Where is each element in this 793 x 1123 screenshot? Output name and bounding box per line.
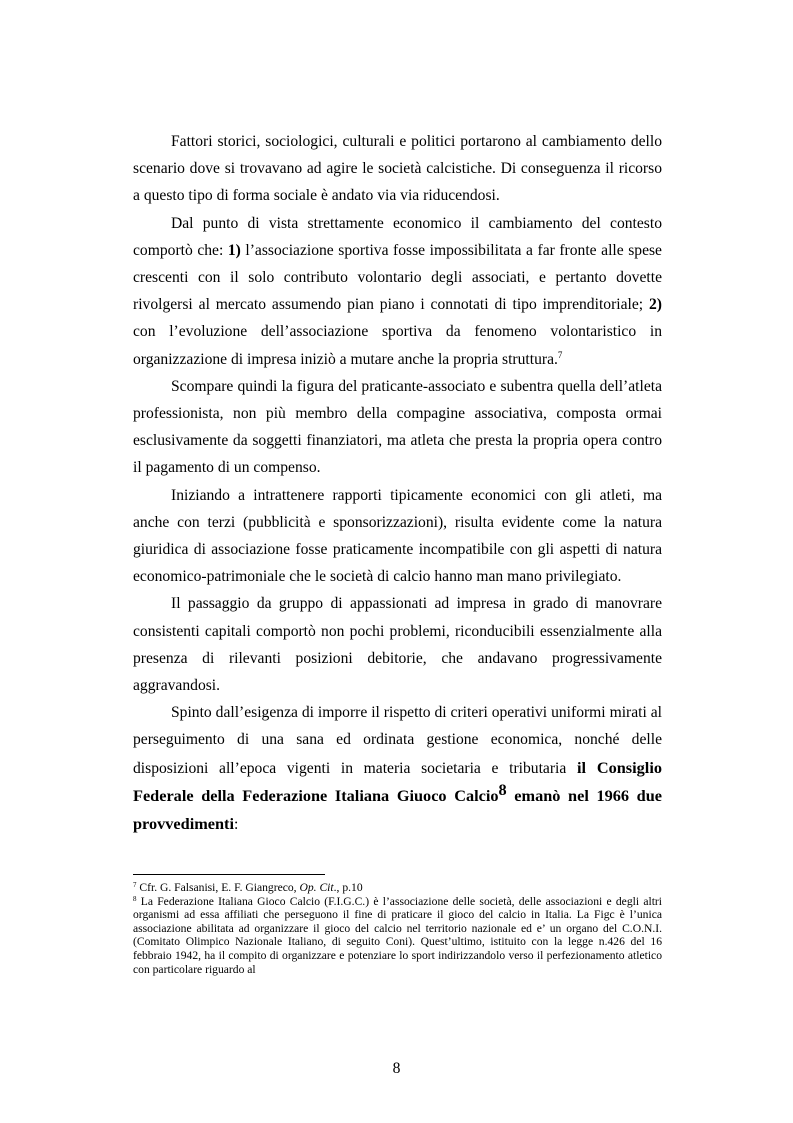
paragraph-6-bold-1: il Consiglio Federale della Federazione Italiana Giuoco Calcio	[133, 757, 662, 805]
paragraph-4	[133, 482, 662, 591]
paragraph-5	[133, 590, 662, 699]
footnote-7-italic: Op. Cit	[299, 881, 334, 894]
footnote-7-number: 7	[133, 881, 137, 889]
paragraph-3	[133, 373, 662, 482]
paragraph-4-text: Iniziando a intrattenere rapporti tipicamente economici con gli atleti, ma anche con terzi (pubblicità e sponsorizzazioni), risulta evidente come la natura giuridica di associazione fosse praticamente incompatibile con gli aspetti di natura economico-patrimoniale che le società di calcio hanno man mano privilegiato.	[133, 486, 662, 586]
main-text	[133, 128, 662, 838]
footnote-7-text-2: ., p.10	[333, 881, 363, 894]
paragraph-6-text-1: Spinto dall’esigenza di imporre il rispetto di criteri operativi uniformi mirati al perseguimento di una sana ed ordinata gestione economica, nonché delle disposizioni all’epoca vigenti in materia societaria e tributaria	[133, 704, 662, 777]
paragraph-6	[133, 699, 662, 838]
footnote-8-text: La Federazione Italiana Gioco Calcio (F.I.G.C.) è l’associazione delle società, delle associazioni e degli altri organismi ad essa affiliati che perseguono il fine di praticare il gioco del calcio in Italia. La Figc è l’unica associazione abilitata ad organizzare il gioco del calcio nel territorio nazionale ed e’ un organo del C.O.N.I. (Comitato Olimpico Nazionale Italiano, di seguito Coni). Quest’ultimo, istituito con la legge n.426 del 16 febbraio 1942, ha il compito di organizzare e potenziare lo sport indirizzandolo verso il perfezionamento atletico con particolare riguardo al	[133, 894, 662, 976]
footnote-separator	[133, 874, 325, 875]
footnote-ref-8[interactable]: 8	[498, 779, 507, 799]
paragraph-3-text: Scompare quindi la figura del praticante-associato e subentra quella dell’atleta professionista, non più membro della compagine associativa, composta ormai esclusivamente da soggetti finanziatori, ma atleta che presta la propria opera contro il pagamento di un compenso.	[133, 377, 662, 477]
footnote-7	[133, 881, 662, 895]
paragraph-6-text-2: :	[234, 816, 239, 834]
footnotes	[133, 881, 662, 976]
footnote-8	[133, 895, 662, 977]
list-marker-1: 1)	[227, 241, 241, 259]
footnote-7-text-1: Cfr. G. Falsanisi, E. F. Giangreco,	[136, 881, 300, 894]
paragraph-1	[133, 128, 662, 210]
paragraph-1-text: Fattori storici, sociologici, culturali e politici portarono al cambiamento dello scenario dove si trovavano ad agire le società calcistiche. Di conseguenza il ricorso a questo tipo di forma sociale è andato via via riducendosi.	[133, 133, 662, 205]
paragraph-2-text-3: con l’evoluzione dell’associazione sportiva da fenomeno volontaristico in organizzazione di impresa iniziò a mutare anche la propria struttura.	[133, 323, 662, 368]
footnote-8-number: 8	[133, 894, 137, 903]
paragraph-6-bold-2: emanò nel 1966 due provvedimenti	[133, 785, 662, 834]
footnote-ref-7[interactable]: 7	[557, 349, 563, 360]
list-marker-2: 2)	[649, 296, 662, 314]
paragraph-5-text: Il passaggio da gruppo di appassionati ad impresa in grado di manovrare consistenti capitali comportò non pochi problemi, riconducibili essenzialmente alla presenza di rilevanti posizioni debitorie, che andavano progressivamente aggravandosi.	[133, 595, 662, 695]
paragraph-2	[133, 210, 662, 373]
paragraph-2-text-2: l’associazione sportiva fosse impossibilitata a far fronte alle spese crescenti con il solo contributo volontario degli associati, e pertanto dovette rivolgersi al mercato assumendo pian piano i connotati di tipo imprenditoriale;	[133, 241, 662, 314]
paragraph-2-text-1: Dal punto di vista strettamente economico il cambiamento del contesto comportò che:	[133, 214, 662, 259]
page-number: 8	[392, 1060, 401, 1077]
